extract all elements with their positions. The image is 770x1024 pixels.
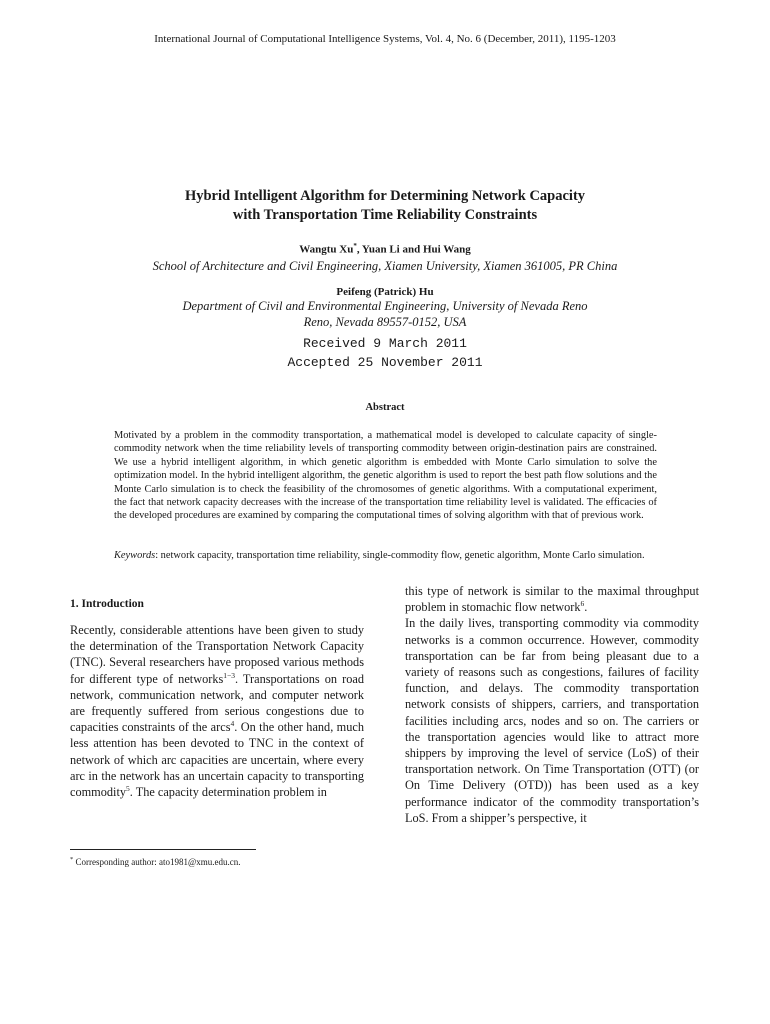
corresponding-mark: * <box>353 242 357 250</box>
section-heading-introduction: 1. Introduction <box>70 598 144 610</box>
affiliation-2 <box>0 298 770 330</box>
title-line-1: Hybrid Intelligent Algorithm for Determining Network Capacity <box>184 188 586 204</box>
author-list <box>0 242 770 256</box>
right-text-1: this type of network is similar to the maximal throughput problem in stomachic flow network <box>405 584 699 615</box>
keywords-label: Keywords <box>114 550 156 561</box>
affiliation-2-line-2: Reno, Nevada 89557-0152, USA <box>303 315 467 329</box>
ref-1-3: 1−3 <box>223 670 235 680</box>
paper-title <box>0 187 770 225</box>
received-date: Received 9 March 2011 <box>303 336 467 351</box>
right-text-2: . <box>584 600 588 615</box>
ref-5: 5 <box>126 783 130 793</box>
author-rest: , Yuan Li and Hui Wang <box>356 243 471 256</box>
running-head: International Journal of Computational Intelligence Systems, Vol. 4, No. 6 (December, 2011), 1195-1203 <box>154 33 616 45</box>
right-paragraph-1 <box>405 583 699 615</box>
abstract-heading: Abstract <box>365 402 405 413</box>
author-2: Peifeng (Patrick) Hu <box>336 286 434 298</box>
keywords <box>114 549 657 564</box>
author-1: Wangtu Xu <box>299 243 354 256</box>
affiliation-1: School of Architecture and Civil Engineering, Xiamen University, Xiamen 361005, PR China <box>152 259 618 273</box>
intro-left-column <box>70 622 364 800</box>
right-paragraph-2: In the daily lives, transporting commodity via commodity networks is a common occurrence. However, commodity transportation can be far from being pleasant due to a variety of reasons such as congestions, failures of facility function, and delays. The commodity transportation network consists of shippers, carriers, and transportation facilities including arcs, nodes and so on. The carriers or the transportation agencies would like to attract more shippers by improving the level of service (LoS) of their transportation network. On Time Transportation (OTT) (or On Time Delivery (OTD)) has been used as a key performance indicator of the commodity transportation’s LoS. From a shipper’s perspective, it <box>405 616 699 825</box>
footnote <box>70 856 241 867</box>
ref-6: 6 <box>580 599 585 609</box>
left-text-3: . On the other hand, much less attention has been devoted to TNC in the context of network of which arc capacities are uncertain, where every arc in the network has an uncertain capacity to transporting commodity <box>70 720 365 800</box>
title-line-2: with Transportation Time Reliability Constraints <box>232 207 538 223</box>
affiliation-2-line-1: Department of Civil and Environmental Engineering, University of Nevada Reno <box>182 299 588 313</box>
left-text-2: . Transportations on road network, communication network, and computer network are frequently suffered from serious congestions due to capacities constraints of the arcs <box>70 671 364 735</box>
intro-right-column <box>405 583 699 826</box>
left-text-1: Recently, considerable attentions have been given to study the determination of the Transportation Network Capacity (TNC). Several researchers have proposed various methods for different type of networks <box>70 623 364 686</box>
abstract-text: Motivated by a problem in the commodity transportation, a mathematical model is developed to calculate capacity of single-commodity network when the time reliability levels of transporting commodity between origin-destination pairs are constrained. We use a hybrid intelligent algorithm, in which genetic algorithm is embedded with Monte Carlo simulation to solve the optimization model. In the hybrid intelligent algorithm, the genetic algorithm is used to report the best path flow solutions and the Monte Carlo simulation is to check the feasibility of the chromosomes of genetic algorithms. With a computational experiment, the fact that network capacity decreases with the increase of the transportation time reliability level is validated. The efficacies of the developed procedures are examined by comparing the computational times of solving algorithm with that of previous work. <box>114 430 657 522</box>
accepted-date: Accepted 25 November 2011 <box>287 355 483 370</box>
left-text-4: . The capacity determination problem in <box>129 785 327 800</box>
footnote-rule <box>70 849 256 850</box>
footnote-text: Corresponding author: ato1981@xmu.edu.cn. <box>73 857 241 867</box>
keywords-text: : network capacity, transportation time reliability, single-commodity flow, genetic algorithm, Monte Carlo simulation. <box>155 550 645 561</box>
ref-4: 4 <box>230 719 235 729</box>
footnote-mark: * <box>70 856 74 863</box>
